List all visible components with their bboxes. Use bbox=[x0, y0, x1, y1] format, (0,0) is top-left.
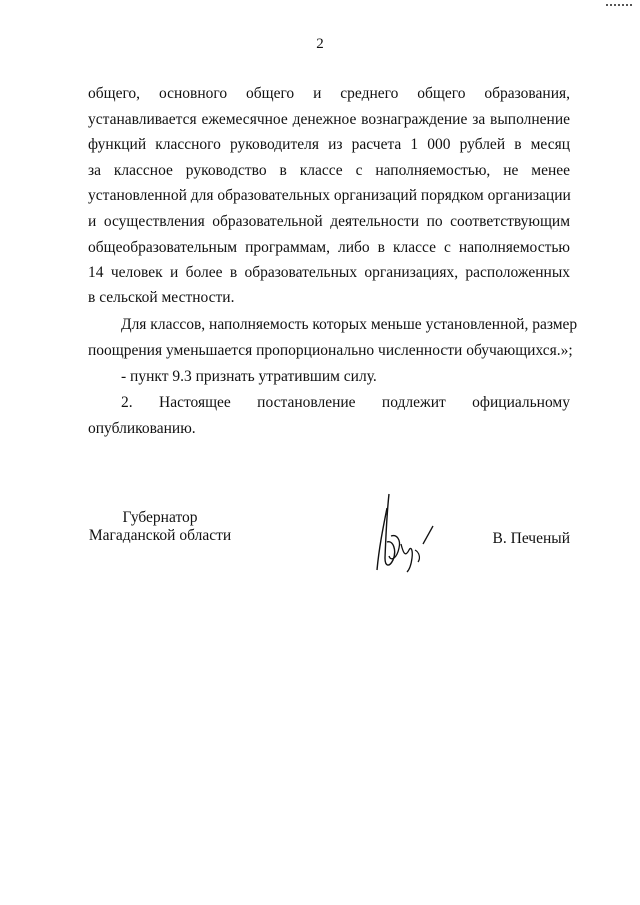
body-line: 14 человек и более в образовательных организациях, расположенных bbox=[88, 264, 570, 281]
body-line: устанавливается ежемесячное денежное вознаграждение за выполнение bbox=[88, 111, 570, 128]
body-line: общего, основного общего и среднего общего образования, bbox=[88, 85, 570, 102]
body-line: общеобразовательным программам, либо в классе с наполняемостью bbox=[88, 239, 570, 256]
body-line: Для классов, наполняемость которых меньше установленной, размер bbox=[121, 316, 578, 333]
page-number: 2 bbox=[316, 36, 324, 52]
body-line: 2. Настоящее постановление подлежит официальному bbox=[121, 394, 570, 411]
signatory-region: Магаданской области bbox=[88, 527, 232, 544]
body-line: функций классного руководителя из расчета 1 000 рублей в месяц bbox=[88, 136, 570, 153]
scan-corner-mark bbox=[606, 4, 632, 6]
body-line: и осуществления образовательной деятельности по соответствующим bbox=[88, 213, 570, 230]
body-line: в сельской местности. bbox=[88, 289, 235, 306]
body-line: поощрения уменьшается пропорционально численности обучающихся.»; bbox=[88, 342, 573, 359]
body-line: установленной для образовательных организаций порядком организации bbox=[88, 187, 571, 204]
signatory-name: В. Печеный bbox=[492, 530, 570, 547]
signatory-title: Губернатор bbox=[122, 509, 198, 526]
body-line: - пункт 9.3 признать утратившим силу. bbox=[121, 368, 377, 385]
body-line: за классное руководство в классе с наполняемостью, не менее bbox=[88, 162, 570, 179]
handwritten-signature bbox=[365, 488, 445, 578]
body-line: опубликованию. bbox=[88, 420, 196, 437]
